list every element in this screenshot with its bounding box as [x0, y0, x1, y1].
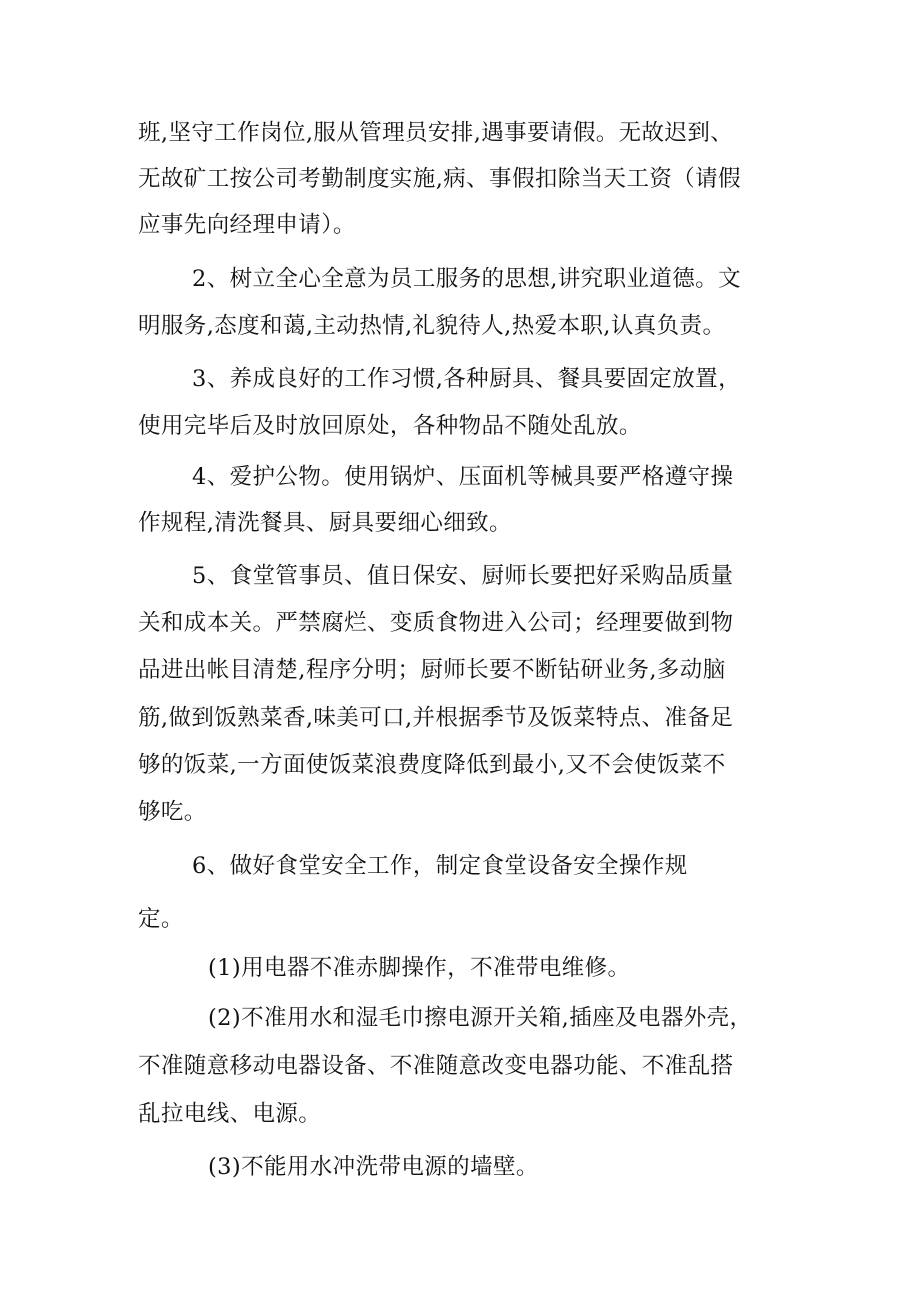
text-line: 使用完毕后及时放回原处，各种物品不随处乱放。 — [138, 413, 642, 439]
text-line: 品进出帐目清楚,程序分明；厨师长要不断钻研业务,多动脑 — [138, 657, 726, 683]
text-line: 4、爱护公物。使用锅炉、压面机等械具要严格遵守操 — [192, 464, 734, 490]
text-line: 无故矿工按公司考勤制度实施,病、事假扣除当天工资（请假 — [138, 166, 741, 192]
text-line: 够吃。 — [138, 799, 207, 825]
text-line: 5、食堂管事员、值日保安、厨师长要把好采购品质量 — [192, 563, 734, 589]
text-line: 够的饭菜,一方面使饭菜浪费度降低到最小,又不会使饭菜不 — [138, 752, 726, 778]
text-line: 应事先向经理申请）。 — [138, 212, 356, 238]
text-line: 6、做好食堂安全工作，制定食堂设备安全操作规 — [192, 853, 688, 879]
text-line: 明服务,态度和蔼,主动热情,礼貌待人,热爱本职,认真负责。 — [138, 313, 726, 339]
text-line: 乱拉电线、电源。 — [138, 1101, 322, 1127]
text-line: 筋,做到饭熟菜香,味美可口,并根据季节及饭菜特点、准备足 — [138, 705, 734, 731]
text-line: 关和成本关。严禁腐烂、变质食物进入公司；经理要做到物 — [138, 610, 734, 636]
text-line: 班,坚守工作岗位,服从管理员安排,遇事要请假。无故迟到、 — [138, 120, 734, 146]
text-line: (3)不能用水冲洗带电源的墙壁。 — [208, 1154, 539, 1180]
text-line: 2、树立全心全意为员工服务的思想,讲究职业道德。文 — [192, 266, 741, 292]
text-line: 不准随意移动电器设备、不准随意改变电器功能、不准乱搭 — [138, 1053, 734, 1079]
text-line: 定。 — [138, 906, 184, 932]
text-line: 作规程,清洗餐具、厨具要细心细致。 — [138, 510, 512, 536]
text-line: 3、养成良好的工作习惯,各种厨具、餐具要固定放置， — [192, 366, 741, 392]
text-line: (2)不准用水和湿毛巾擦电源开关箱,插座及电器外壳， — [208, 1005, 753, 1031]
text-line: (1)用电器不准赤脚操作，不准带电维修。 — [208, 955, 631, 981]
